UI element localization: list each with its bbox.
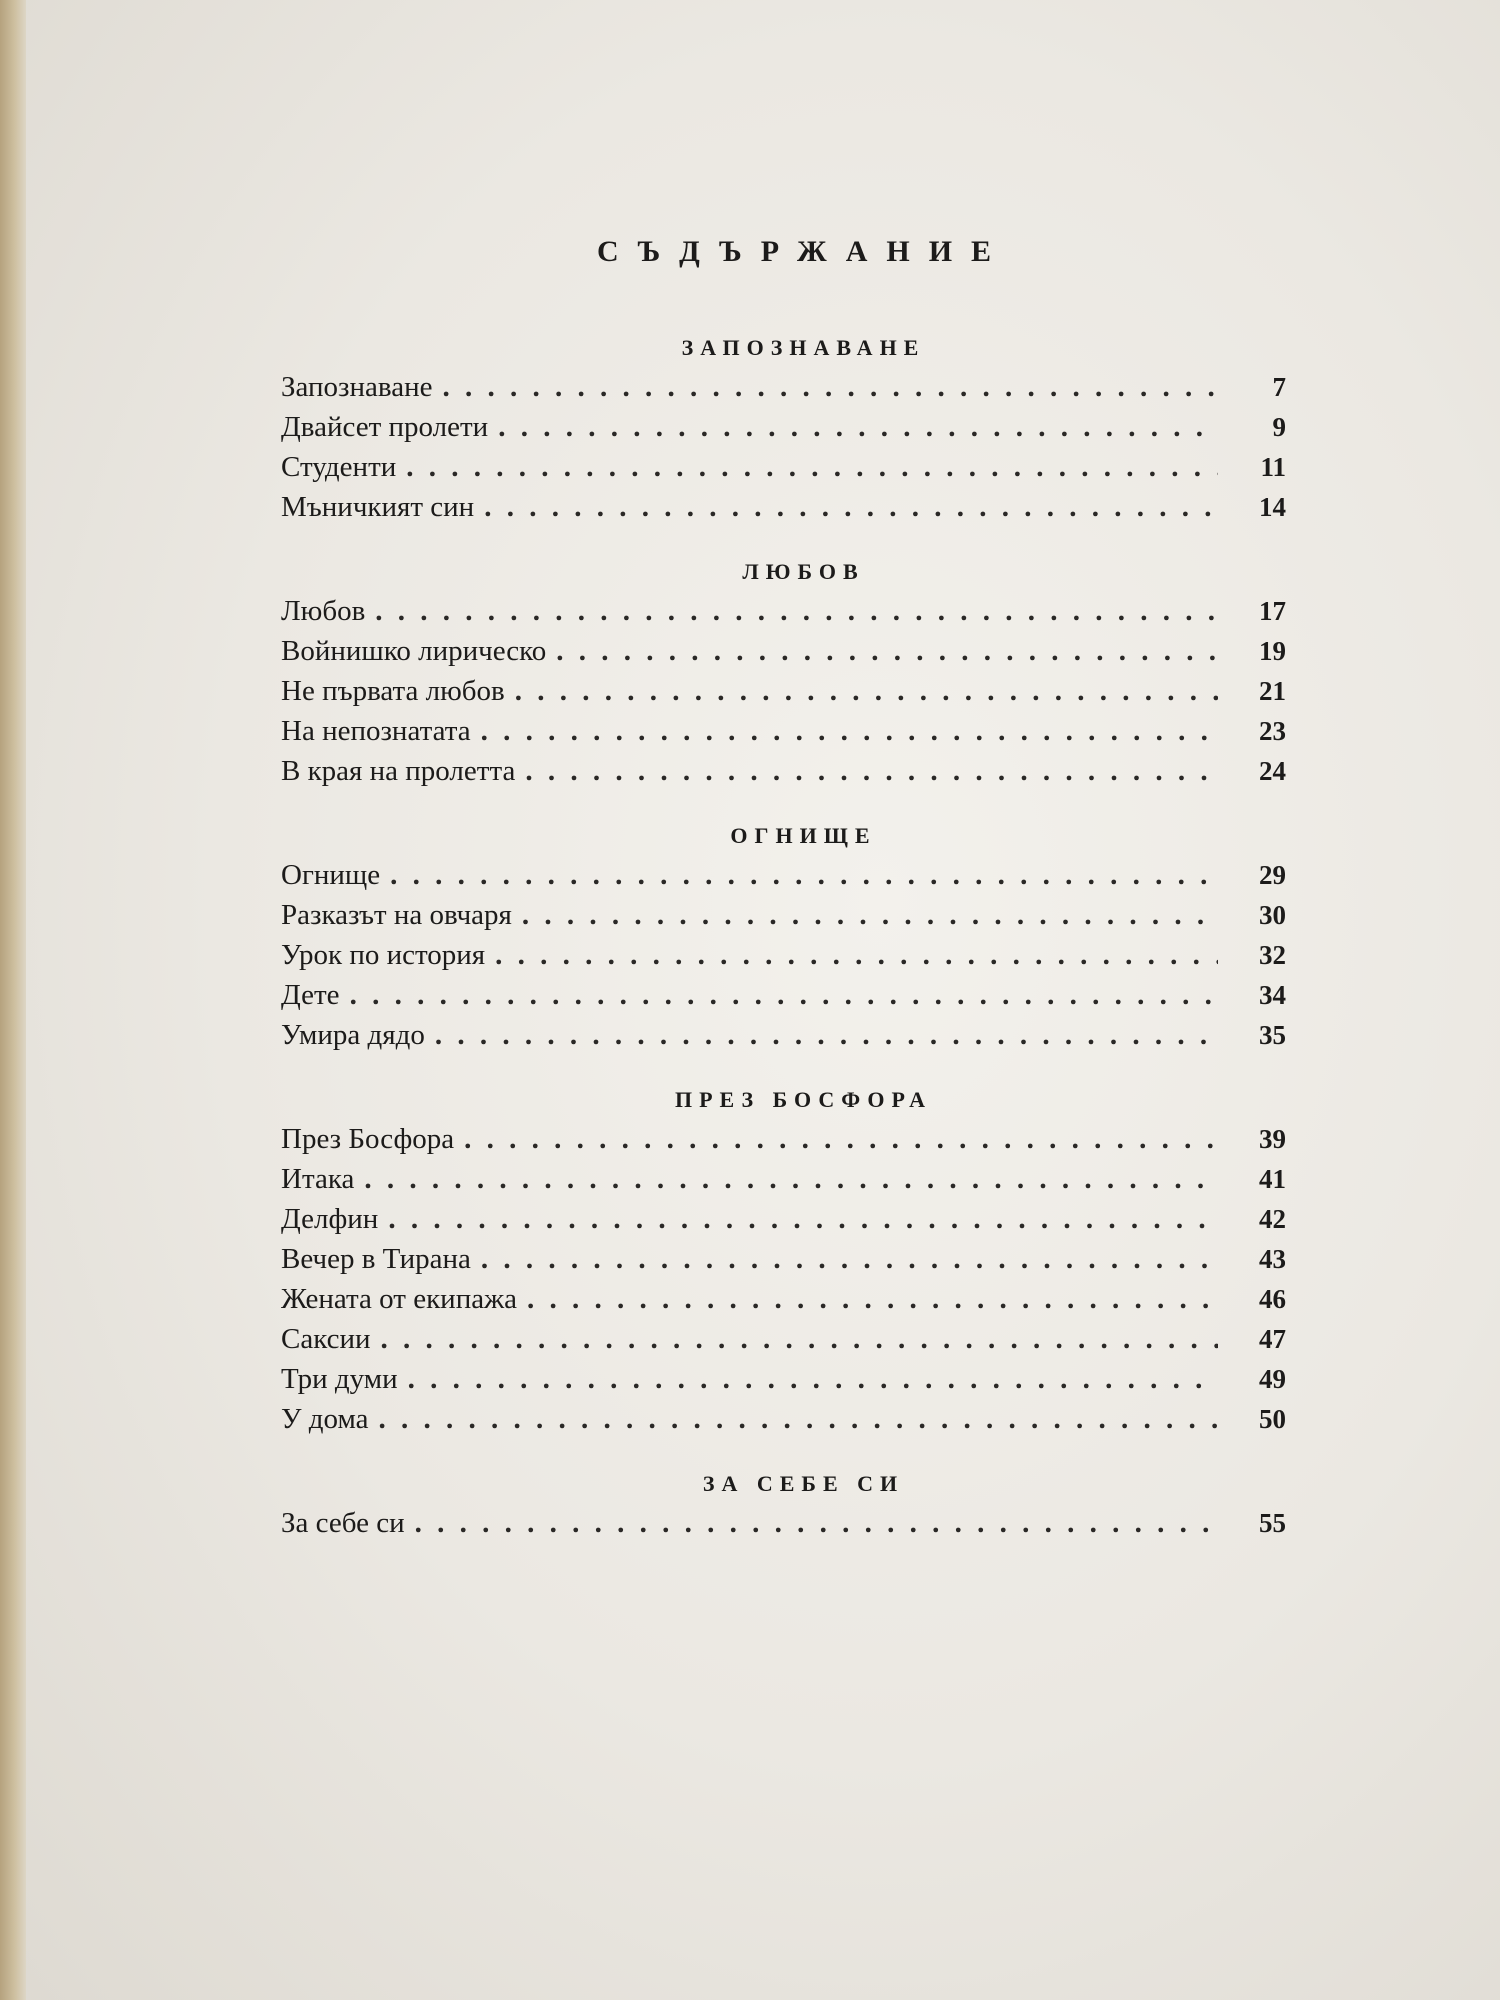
dot-leader — [415, 1507, 1218, 1540]
entry-page-number: 34 — [1259, 980, 1286, 1010]
dot-leader — [515, 675, 1218, 708]
dot-leader — [379, 1403, 1218, 1436]
entry-title: Дете — [281, 979, 340, 1011]
toc-section — [281, 823, 1286, 1059]
toc-entry — [281, 635, 1286, 675]
entry-page-number: 9 — [1272, 412, 1286, 442]
toc-entry — [281, 675, 1286, 715]
entry-title: Итака — [281, 1163, 355, 1195]
entry-page-number: 35 — [1259, 1020, 1286, 1050]
dot-leader — [495, 939, 1218, 972]
entry-title: През Босфора — [281, 1123, 455, 1155]
entry-page-number: 29 — [1259, 860, 1286, 890]
entry-title: Умира дядо — [281, 1019, 425, 1051]
entry-title: Жената от екипажа — [281, 1283, 517, 1315]
toc-entry — [281, 371, 1286, 411]
toc-section — [281, 559, 1286, 795]
entry-page-number: 32 — [1259, 940, 1286, 970]
dot-leader — [408, 1363, 1218, 1396]
toc-entry — [281, 1123, 1286, 1163]
entry-page-number: 39 — [1259, 1124, 1286, 1154]
dot-leader — [464, 1123, 1218, 1156]
toc-section — [281, 335, 1286, 531]
toc-entry — [281, 1403, 1286, 1443]
entry-page-number: 11 — [1260, 452, 1286, 482]
entry-page-number: 49 — [1259, 1364, 1286, 1394]
toc-entry — [281, 899, 1286, 939]
dot-leader — [406, 451, 1218, 484]
entry-page-number: 30 — [1259, 900, 1286, 930]
toc-entry — [281, 411, 1286, 451]
entry-page-number: 24 — [1259, 756, 1286, 786]
book-page — [26, 0, 1500, 2000]
dot-leader — [498, 411, 1218, 444]
section-title: ПРЕЗ БОСФОРА — [674, 1087, 933, 1112]
entry-page-number: 17 — [1259, 596, 1286, 626]
entry-title: Три думи — [281, 1363, 398, 1395]
entry-page-number: 23 — [1259, 716, 1286, 746]
section-title: ОГНИЩЕ — [730, 823, 877, 848]
entry-title: Мъничкият син — [281, 491, 475, 523]
dot-leader — [435, 1019, 1218, 1052]
dot-leader — [390, 859, 1218, 892]
toc-entry — [281, 1363, 1286, 1403]
toc-entry — [281, 1203, 1286, 1243]
entry-title: Любов — [281, 595, 366, 627]
section-title: ЗАПОЗНАВАНЕ — [681, 335, 926, 360]
toc-entry — [281, 715, 1286, 755]
entry-title: Вечер в Тирана — [281, 1243, 471, 1275]
toc-entry — [281, 451, 1286, 491]
entry-title: Саксии — [281, 1323, 371, 1355]
toc-entry — [281, 979, 1286, 1019]
toc-entry — [281, 859, 1286, 899]
toc-entry — [281, 755, 1286, 795]
dot-leader — [525, 755, 1218, 788]
entry-page-number: 46 — [1259, 1284, 1286, 1314]
toc-entry — [281, 595, 1286, 635]
toc-entry — [281, 491, 1286, 531]
entry-page-number: 41 — [1259, 1164, 1286, 1194]
dot-leader — [364, 1163, 1218, 1196]
entry-page-number: 47 — [1259, 1324, 1286, 1354]
section-title: ЛЮБОВ — [742, 559, 865, 584]
entry-page-number: 42 — [1259, 1204, 1286, 1234]
book-spine-edge — [0, 0, 26, 2000]
entry-title: Урок по история — [281, 939, 486, 971]
toc-title: СЪДЪРЖАНИЕ — [596, 235, 1011, 268]
entry-page-number: 43 — [1259, 1244, 1286, 1274]
entry-page-number: 21 — [1259, 676, 1286, 706]
toc-entry — [281, 1323, 1286, 1363]
dot-leader — [481, 1243, 1218, 1276]
toc-entry — [281, 1507, 1286, 1547]
entry-title: На непознатата — [281, 715, 471, 747]
entry-title: Разказът на овчаря — [281, 899, 512, 931]
toc-entry — [281, 1243, 1286, 1283]
dot-leader — [350, 979, 1218, 1012]
entry-title: Запознаване — [281, 371, 433, 403]
entry-title: Двайсет пролети — [281, 411, 489, 443]
entry-title: За себе си — [281, 1507, 405, 1539]
dot-leader — [484, 491, 1218, 524]
entry-page-number: 50 — [1259, 1404, 1286, 1434]
entry-page-number: 19 — [1259, 636, 1286, 666]
toc-entry — [281, 939, 1286, 979]
section-title: ЗА СЕБЕ СИ — [702, 1471, 905, 1496]
dot-leader — [527, 1283, 1218, 1316]
entry-title: Огнище — [281, 859, 381, 891]
entry-page-number: 55 — [1259, 1508, 1286, 1538]
dot-leader — [522, 899, 1218, 932]
entry-title: Делфин — [281, 1203, 379, 1235]
dot-leader — [556, 635, 1218, 668]
toc-section — [281, 1087, 1286, 1443]
entry-title: В края на пролетта — [281, 755, 516, 787]
entry-page-number: 14 — [1259, 492, 1286, 522]
toc-entry — [281, 1283, 1286, 1323]
entry-title: У дома — [281, 1403, 369, 1435]
entry-title: Не първата любов — [281, 675, 505, 707]
dot-leader — [381, 1323, 1219, 1356]
dot-leader — [375, 595, 1218, 628]
dot-leader — [388, 1203, 1218, 1236]
toc-entry — [281, 1019, 1286, 1059]
toc-entry — [281, 1163, 1286, 1203]
entry-page-number: 7 — [1272, 372, 1286, 402]
table-of-contents — [281, 235, 1286, 1575]
dot-leader — [481, 715, 1218, 748]
entry-title: Студенти — [281, 451, 397, 483]
dot-leader — [442, 371, 1218, 404]
toc-section — [281, 1471, 1286, 1547]
entry-title: Войнишко лирическо — [281, 635, 547, 667]
